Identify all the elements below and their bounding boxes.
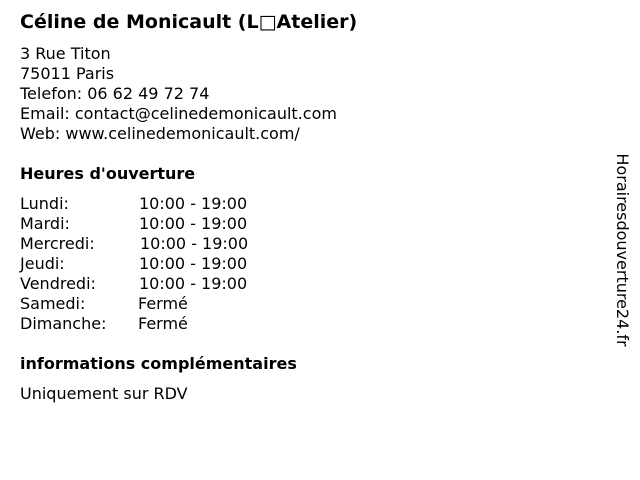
day-hours: 10:00 - 19:00 <box>139 194 248 213</box>
hours-row-saturday <box>20 294 320 314</box>
contact-details <box>20 44 337 144</box>
hours-row-sunday <box>20 314 320 334</box>
day-label: Samedi: <box>20 294 86 313</box>
additional-info-text: Uniquement sur RDV <box>20 384 188 403</box>
hours-row-wednesday <box>20 234 320 254</box>
phone-number: Telefon: 06 62 49 72 74 <box>20 84 210 103</box>
opening-hours-heading: Heures d'ouverture <box>20 164 196 183</box>
address-city: 75011 Paris <box>20 64 115 83</box>
hours-row-thursday <box>20 254 320 274</box>
hours-row-friday <box>20 274 320 294</box>
day-label: Lundi: <box>20 194 69 213</box>
day-hours: Fermé <box>138 314 188 333</box>
additional-info-heading: informations complémentaires <box>20 354 297 373</box>
day-hours: 10:00 - 19:00 <box>139 214 248 233</box>
hours-row-tuesday <box>20 214 320 234</box>
site-watermark: Horairesdouverture24.fr <box>613 153 632 347</box>
email-address: Email: contact@celinedemonicault.com <box>20 104 337 123</box>
hours-row-monday <box>20 194 320 214</box>
day-hours: Fermé <box>138 294 188 313</box>
day-label: Mardi: <box>20 214 70 233</box>
day-hours: 10:00 - 19:00 <box>139 274 248 293</box>
day-label: Dimanche: <box>20 314 107 333</box>
address-street: 3 Rue Titon <box>20 44 111 63</box>
website: Web: www.celinedemonicault.com/ <box>20 124 300 143</box>
day-label: Mercredi: <box>20 234 95 253</box>
day-label: Vendredi: <box>20 274 96 293</box>
day-hours: 10:00 - 19:00 <box>140 234 249 253</box>
day-hours: 10:00 - 19:00 <box>139 254 248 273</box>
day-label: Jeudi: <box>20 254 65 273</box>
opening-hours-table <box>20 194 320 334</box>
business-name: Céline de Monicault (L□Atelier) <box>20 11 358 33</box>
